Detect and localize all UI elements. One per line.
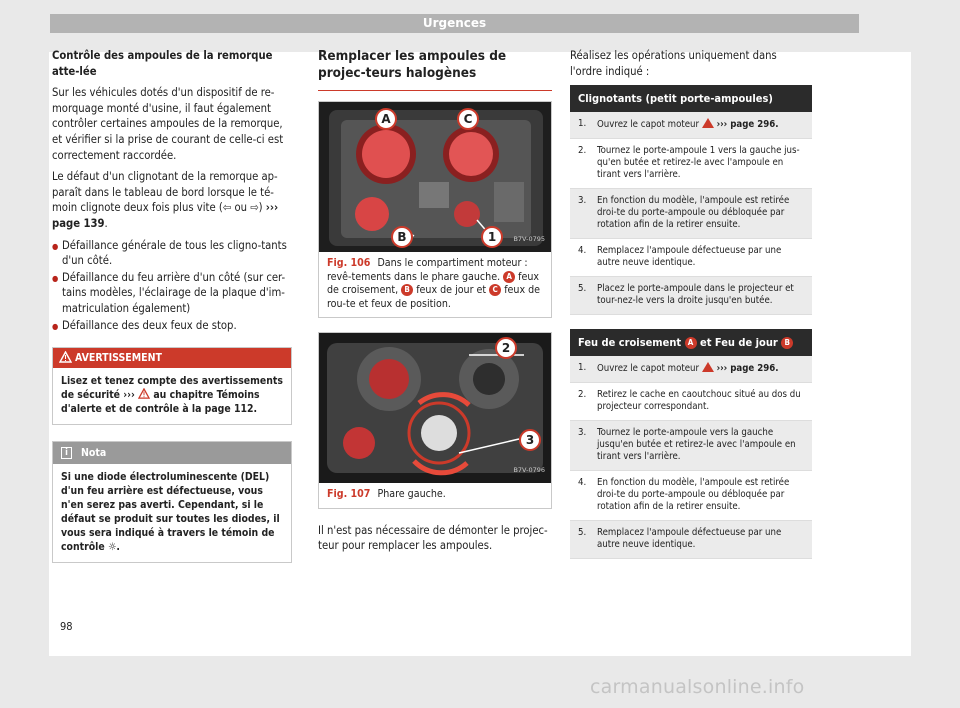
marker-c: C bbox=[489, 284, 501, 296]
table-row: 1. Ouvrez le capot moteur ››› page 296. bbox=[570, 112, 812, 139]
chapter-header: Urgences bbox=[50, 14, 859, 33]
figure-code: B7V-0796 bbox=[513, 466, 545, 475]
warning-triangle-icon bbox=[59, 351, 72, 363]
headlight-photo-1 bbox=[319, 102, 551, 252]
note-header: i Nota bbox=[53, 442, 291, 464]
list-item: ● Défaillance générale de tous les cligno-tants d'un côté. bbox=[52, 238, 292, 269]
label-3: 3 bbox=[519, 429, 541, 451]
table-row: 5. Remplacez l'ampoule défectueuse par une autre neuve identique. bbox=[570, 521, 812, 559]
list-item: ● Défaillance des deux feux de stop. bbox=[52, 318, 292, 334]
table-title: Clignotants (petit porte-ampoules) bbox=[570, 85, 812, 112]
indicators-steps-table bbox=[570, 85, 812, 315]
failure-list bbox=[52, 238, 292, 334]
label-a: A bbox=[375, 108, 397, 130]
info-icon: i bbox=[61, 447, 72, 459]
trailer-para-2: Le défaut d'un clignotant de la remorque ap-paraît dans le tableau de bord lorsque le té-moin clignote deux fois plus vite (⇦ ou ⇨) ››› page 139. bbox=[52, 170, 279, 230]
figure-107-caption: Fig. 107 Phare gauche. bbox=[327, 488, 446, 500]
no-dismount-para: Il n'est pas nécessaire de démonter le projec-teur pour remplacer les ampoules. bbox=[318, 523, 548, 553]
table-row: 5. Placez le porte-ampoule dans le projecteur et tour-nez-le vers la droite jusqu'en butée. bbox=[570, 277, 812, 315]
table-row: 4. Remplacez l'ampoule défectueuse par une autre neuve identique. bbox=[570, 239, 812, 277]
table-row: 3. Tournez le porte-ampoule vers la gauche jusqu'en butée et retirez-le avec l'ampoule en tirant vers l'arrière. bbox=[570, 421, 812, 471]
table-row: 1. Ouvrez le capot moteur ››› page 296. bbox=[570, 356, 812, 383]
list-item: ● Défaillance du feu arrière d'un côté (sur cer-tains modèles, l'éclairage de la plaque d'im-matriculation également) bbox=[52, 270, 292, 317]
marker-a: A bbox=[503, 271, 515, 283]
label-2: 2 bbox=[495, 337, 517, 359]
table-row: 3. En fonction du modèle, l'ampoule est retirée droi-te du porte-ampoule ou débloquée par rotation afin de la retirer ensuite. bbox=[570, 189, 812, 239]
figure-106 bbox=[318, 101, 552, 318]
marker-b: B bbox=[781, 337, 793, 349]
page-link-296[interactable]: ››› page 296. bbox=[716, 363, 779, 375]
warning-header: AVERTISSEMENT bbox=[53, 348, 291, 368]
column-middle bbox=[318, 48, 552, 560]
table-row: 2. Retirez le cache en caoutchouc situé au dos du projecteur correspondant. bbox=[570, 383, 812, 421]
table-rows bbox=[570, 356, 812, 559]
warning-box bbox=[52, 347, 292, 425]
arrow-left-icon: ⇦ bbox=[222, 201, 232, 215]
table-row: 2. Tournez le porte-ampoule 1 vers la gauche jus-qu'en butée et retirez-le avec l'ampoule en tirant vers l'arrière. bbox=[570, 139, 812, 189]
figure-code: B7V-0795 bbox=[513, 235, 545, 244]
note-text: Si une diode électroluminescente (DEL) d'un feu arrière est défectueuse, vous n'en serez pas averti. Cependant, si le défaut se produit sur toutes les diodes, il vous sera indiqué à travers le témoin de contrôle ☼. bbox=[61, 471, 280, 554]
bulb-lamp-icon: ☼ bbox=[107, 541, 117, 554]
column-right bbox=[570, 48, 812, 573]
warning-triangle-icon bbox=[138, 388, 150, 399]
section-title: Remplacer les ampoules de projec-teurs halogènes bbox=[318, 48, 552, 91]
table-title: Feu de croisement A et Feu de jour B bbox=[570, 329, 812, 356]
headlight-illustration bbox=[319, 102, 551, 252]
watermark: carmanualsonline.info bbox=[590, 676, 805, 698]
marker-b: B bbox=[401, 284, 413, 296]
note-box bbox=[52, 441, 292, 563]
trailer-para-1: Sur les véhicules dotés d'un dispositif de re-morquage monté d'usine, il faut également contrôler certaines ampoules de la remorque, et vérifier si la prise de courant de celle-ci est correctement raccordée. bbox=[52, 86, 284, 162]
warning-triangle-icon bbox=[702, 362, 714, 372]
label-c: C bbox=[457, 108, 479, 130]
figure-106-caption: Fig. 106 Dans le compartiment moteur : revê-tements dans le phare gauche. A feux de croisement, B feux de jour et C feux de rou-te et feux de position. bbox=[327, 257, 541, 310]
table-row: 4. En fonction du modèle, l'ampoule est retirée droi-te du porte-ampoule ou débloquée par rotation afin de la retirer ensuite. bbox=[570, 471, 812, 521]
table-rows bbox=[570, 112, 812, 315]
label-1: 1 bbox=[481, 226, 503, 248]
warning-text: Lisez et tenez compte des avertissements de sécurité ››› au chapitre Témoins d'alerte et de contrôle à la page 112. bbox=[61, 375, 283, 416]
headlight-photo-2 bbox=[319, 333, 551, 483]
column-left bbox=[52, 48, 292, 563]
marker-a: A bbox=[685, 337, 697, 349]
trailer-bulbs-heading: Contrôle des ampoules de la remorque atte-lée bbox=[52, 49, 273, 78]
order-intro: Réalisez les opérations uniquement dans l'ordre indiqué : bbox=[570, 49, 777, 78]
page-link-296[interactable]: ››› page 296. bbox=[716, 119, 779, 131]
arrow-right-icon: ⇨ bbox=[250, 201, 259, 215]
headlight-rear-illustration bbox=[319, 333, 551, 483]
lowbeam-steps-table bbox=[570, 329, 812, 559]
label-b: B bbox=[391, 226, 413, 248]
page-number: 98 bbox=[60, 620, 73, 633]
warning-triangle-icon bbox=[702, 118, 714, 128]
figure-107 bbox=[318, 332, 552, 509]
page-link-139[interactable]: ››› page 139 bbox=[52, 201, 279, 230]
